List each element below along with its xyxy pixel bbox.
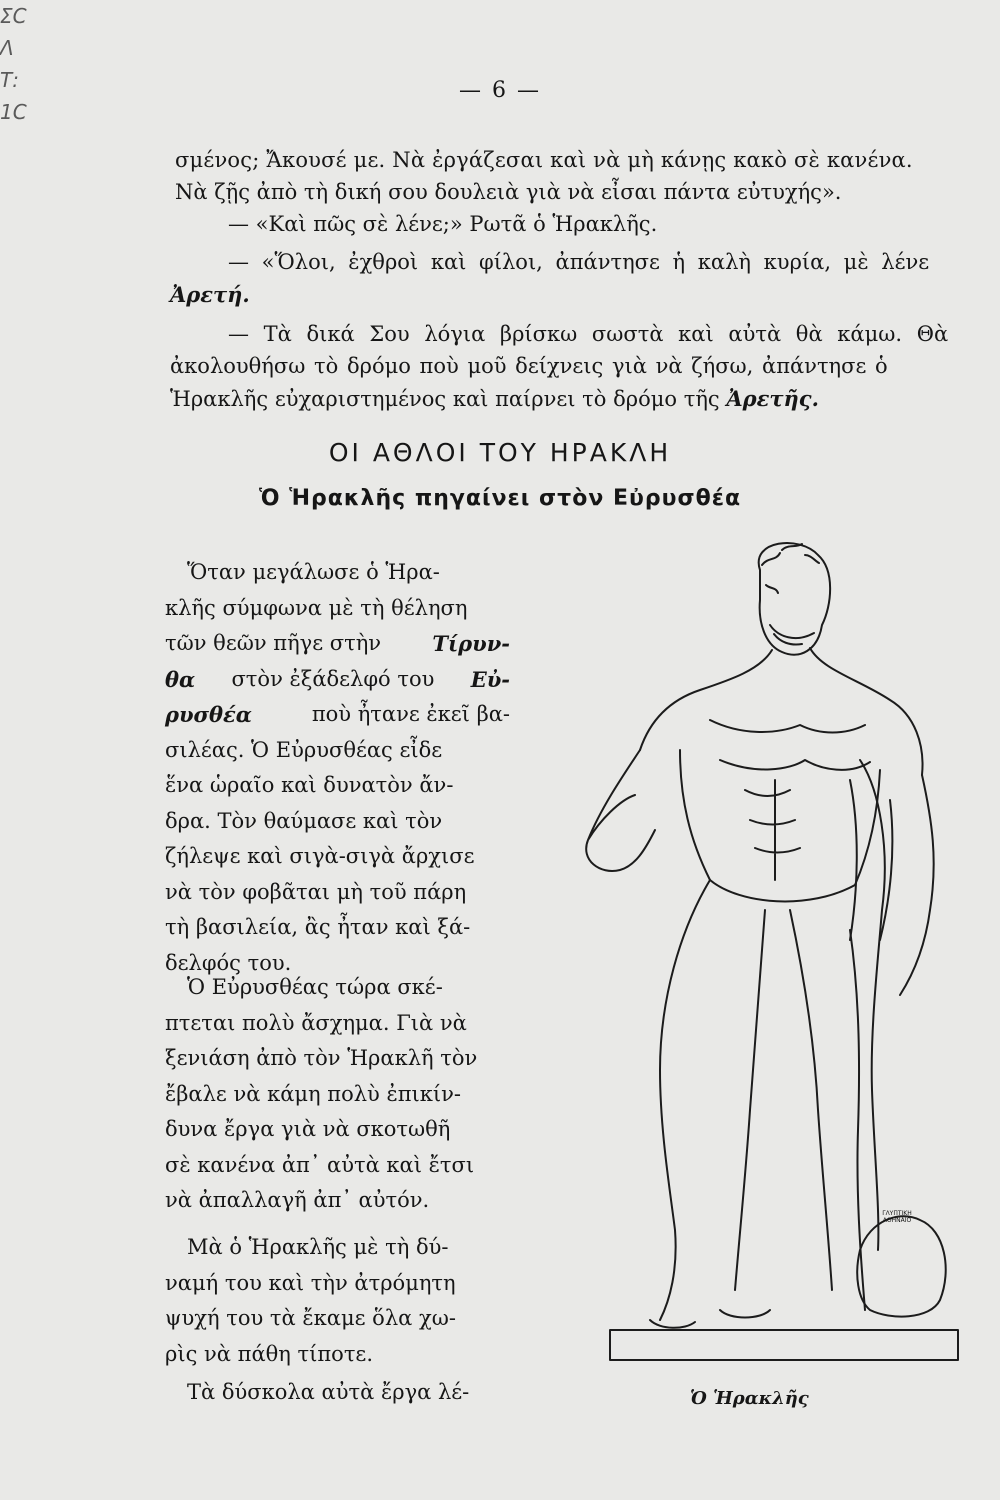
text-run: νὰ ἀπαλλαγῆ ἀπ᾽ αὐτόν. — [165, 1188, 430, 1212]
text-line — [165, 1301, 510, 1337]
text-run: ψυχή του τὰ ἔκαμε ὅλα χω- — [165, 1306, 456, 1330]
text-line — [165, 970, 510, 1006]
text-run-emphasis: ρυσθέα — [165, 702, 252, 727]
statue-shoulders — [640, 648, 923, 775]
text-run: σὲ κανένα ἀπ᾽ αὐτὰ καὶ ἔτσι — [165, 1152, 475, 1177]
paragraph-4 — [165, 1375, 510, 1411]
paragraph-2 — [165, 970, 510, 1219]
margin-mark: Λ — [0, 36, 14, 60]
text-line — [165, 1183, 510, 1219]
text-run: — Τὰ δικά Σου λόγια βρίσκω σωστὰ καὶ αὐτὰ θὰ κάμω. Θὰ — [228, 322, 949, 346]
text-run: δρα. Τὸν θαύμασε καὶ τὸν — [165, 808, 443, 833]
text-run: δυνα ἔργα γιὰ νὰ σκοτωθῆ — [165, 1117, 451, 1141]
text-run: ἕνα ὡραῖο καὶ δυνατὸν ἄν- — [165, 773, 454, 797]
text-line — [165, 768, 510, 804]
margin-mark: Τ: — [0, 68, 19, 92]
statue-base-inscription: ΓΛΥΠΤΙΚΗ ΑΘΗΝΑΙΟ — [882, 1210, 912, 1224]
text-line — [165, 697, 510, 733]
paragraph-1 — [165, 555, 510, 981]
intro-line-1 — [175, 148, 987, 172]
text-run: σιλέας. Ὁ Εὐρυσθέας εἶδε — [165, 737, 443, 762]
text-run: τῶν θεῶν πῆγε στὴν — [165, 631, 382, 655]
text-run: ποὺ ἦτανε ἐκεῖ βα- — [311, 702, 510, 726]
text-run: τὴ βασιλεία, ἂς ἦταν καὶ ξά- — [165, 915, 471, 939]
text-run: ἔβαλε νὰ κάμη πολὺ ἐπικίν- — [165, 1081, 462, 1106]
text-line — [165, 591, 510, 627]
text-line — [165, 910, 510, 946]
hercules-statue-illustration — [560, 530, 980, 1370]
text-run: — «Ὅλοι, ἐχθροὶ καὶ φίλοι, ἀπάντησε ἡ καλὴ κυρία, μὲ λένε — [228, 250, 930, 274]
text-line — [165, 1041, 510, 1077]
text-line — [165, 1375, 510, 1411]
statue-abdomen — [745, 780, 800, 880]
statue-base — [610, 1330, 958, 1360]
text-run-emphasis: Τίρυν- — [432, 631, 510, 656]
text-run: κλῆς σύμφωνα μὲ τὴ θέληση — [165, 595, 468, 620]
text-line — [165, 662, 510, 698]
intro-line-7 — [170, 354, 888, 378]
text-run: ξενιάση ἀπὸ τὸν Ἡρακλῆ τὸν — [165, 1046, 478, 1070]
text-run: Ἡρακλῆς εὐχαριστημένος καὶ παίρνει τὸ δρόμο τῆς — [170, 387, 727, 411]
intro-line-6 — [228, 322, 948, 346]
text-run: δελφός του. — [165, 950, 292, 975]
text-run: ναμή του καὶ τὴν ἀτρόμητη — [165, 1270, 456, 1295]
text-line — [165, 1266, 510, 1302]
statue-left-arm — [586, 750, 655, 871]
text-run: Νὰ ζῇς ἀπὸ τὴ δική σου δουλειὰ γιὰ νὰ εἶσαι πάντα εὐτυχής». — [175, 180, 842, 204]
text-run-emphasis: Εὐ- — [470, 666, 510, 692]
statue-chest — [710, 720, 870, 770]
text-run-emphasis: Ἀρετῆς. — [726, 386, 819, 411]
statue-left-leg — [660, 880, 765, 1320]
margin-mark: 1C — [0, 100, 27, 124]
intro-line-4 — [228, 250, 929, 274]
text-line — [165, 1006, 510, 1042]
statue-beard — [770, 625, 814, 645]
text-line — [165, 626, 510, 662]
text-run: ρὶς νὰ πάθη τίποτε. — [165, 1341, 373, 1366]
statue-lion-skin — [850, 760, 885, 1250]
text-line — [165, 1148, 510, 1184]
margin-mark: ΣC — [0, 4, 27, 28]
section-subtitle: Ὁ Ἡρακλῆς πηγαίνει στὸν Εὐρυσθέα — [258, 486, 742, 511]
statue-right-arm — [880, 775, 934, 995]
text-run: ἀκολουθήσω τὸ δρόμο ποὺ μοῦ δείχνεις γιὰ νὰ ζήσω, ἀπάντησε ὁ — [170, 354, 888, 378]
intro-line-3 — [228, 212, 657, 236]
text-line — [165, 804, 510, 840]
statue-feet — [650, 1310, 770, 1328]
text-run: Μὰ ὁ Ἡρακλῆς μὲ τὴ δύ- — [187, 1235, 449, 1259]
text-line — [165, 555, 510, 591]
text-run: Τὰ δύσκολα αὐτὰ ἔργα λέ- — [187, 1380, 470, 1404]
intro-line-8 — [170, 386, 819, 411]
text-line — [165, 733, 510, 769]
text-line — [165, 875, 510, 911]
text-line — [165, 1337, 510, 1373]
statue-hips — [710, 880, 855, 901]
statue-hair — [762, 544, 819, 593]
margin-handwriting — [0, 0, 40, 128]
text-line — [165, 1230, 510, 1266]
text-run: Ὅταν μεγάλωσε ὁ Ἡρα- — [187, 560, 440, 584]
text-run: πτεται πολὺ ἄσχημα. Γιὰ νὰ — [165, 1010, 467, 1035]
text-run: στὸν ἐξάδελφό του — [231, 666, 435, 691]
text-run: — «Καὶ πῶς σὲ λένε;» Ρωτᾶ ὁ Ἡρακλῆς. — [228, 212, 658, 236]
text-line — [165, 839, 510, 875]
paragraph-3 — [165, 1230, 510, 1372]
text-run-emphasis: Ἀρετή. — [170, 282, 250, 307]
intro-line-2 — [175, 180, 841, 204]
intro-line-5 — [170, 282, 250, 307]
text-run: σμένος; Ἄκουσέ με. Νὰ ἐργάζεσαι καὶ νὰ μὴ κάνῃς κακὸ σὲ κανένα. — [175, 148, 913, 172]
text-run: Ὁ Εὐρυσθέας τώρα σκέ- — [187, 975, 443, 999]
text-line — [165, 1112, 510, 1148]
figure-caption: Ὁ Ἡρακλῆς — [690, 1388, 809, 1409]
text-run-emphasis: θα — [165, 666, 196, 692]
text-line — [165, 1077, 510, 1113]
section-title: ΟΙ ΑΘΛΟΙ ΤΟΥ ΗΡΑΚΛΗ — [328, 438, 672, 467]
text-run: νὰ τὸν φοβᾶται μὴ τοῦ πάρη — [165, 879, 467, 904]
statue-rock — [857, 1216, 945, 1316]
text-run: ζήλεψε καὶ σιγὰ-σιγὰ ἄρχισε — [165, 844, 475, 868]
statue-right-leg — [790, 910, 865, 1310]
page-number: — 6 — — [459, 78, 541, 103]
